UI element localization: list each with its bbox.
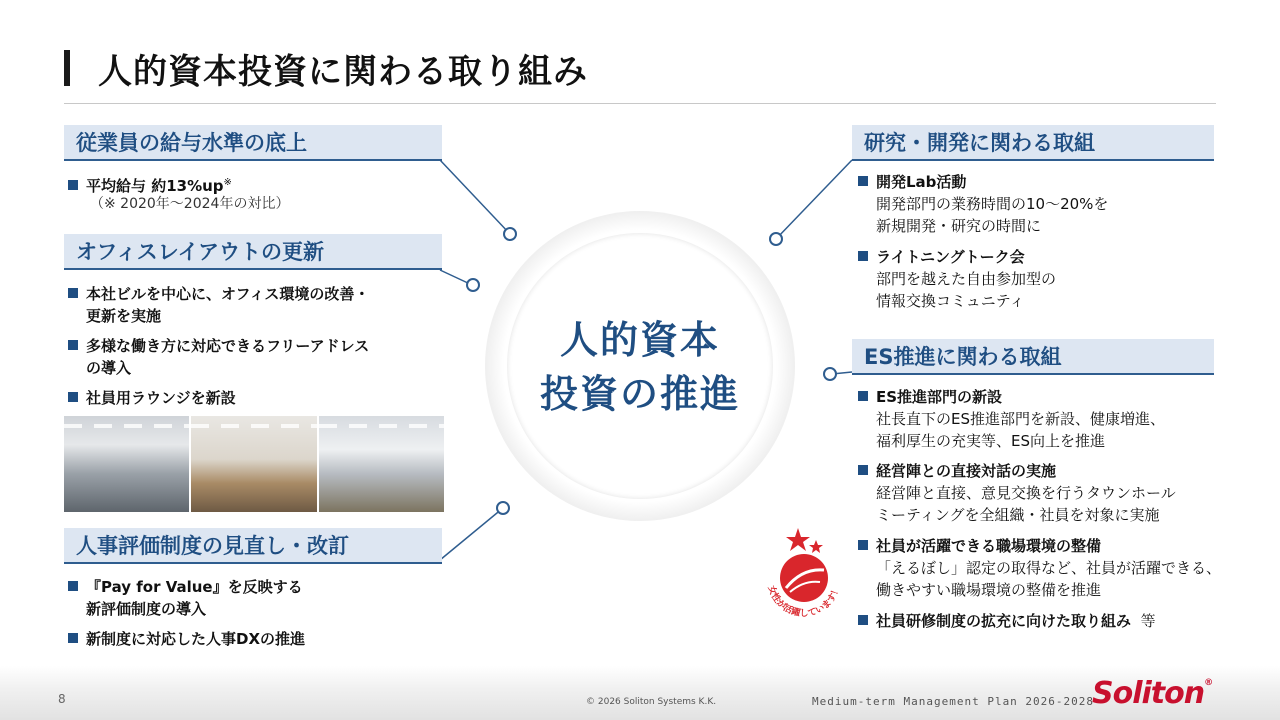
svg-text:女性が活躍しています！: 女性が活躍しています！ bbox=[765, 584, 843, 619]
section-salary-heading: 従業員の給与水準の底上 bbox=[64, 125, 442, 161]
center-label: 人的資本 投資の推進 bbox=[539, 318, 740, 416]
title-accent-bar bbox=[64, 50, 70, 86]
list-item: 社員用ラウンジを新設 bbox=[68, 387, 236, 409]
bullet-icon bbox=[858, 391, 868, 401]
plan-label: Medium-term Management Plan 2026-2028 bbox=[812, 695, 1095, 708]
bullet-icon bbox=[858, 251, 868, 261]
bullet-icon bbox=[858, 176, 868, 186]
bullet-icon bbox=[68, 288, 78, 298]
bullet-icon bbox=[68, 180, 78, 190]
section-rd-heading: 研究・開発に関わる取組 bbox=[852, 125, 1214, 161]
list-item: 新制度に対応した人事DXの推進 bbox=[68, 628, 305, 650]
section-evaluation-heading: 人事評価制度の見直し・改訂 bbox=[64, 528, 442, 564]
list-item: 開発Lab活動 開発部門の業務時間の10～20%を 新規開発・研究の時間に bbox=[858, 171, 1108, 237]
list-item: 多様な働き方に対応できるフリーアドレス の導入 bbox=[68, 335, 369, 379]
page-number: 8 bbox=[58, 692, 66, 706]
meeting-room-photo bbox=[191, 416, 316, 512]
list-item: 社員研修制度の拡充に向けた取り組み 等 bbox=[858, 610, 1156, 632]
bullet-icon bbox=[68, 633, 78, 643]
bullet-icon bbox=[68, 581, 78, 591]
list-item: ES推進部門の新設 社長直下のES推進部門を新設、健康増進、 福利厚生の充実等、ES向上を推進 bbox=[858, 386, 1165, 452]
eruboshi-badge-icon bbox=[740, 520, 870, 630]
office-photo bbox=[64, 416, 189, 512]
list-item: 本社ビルを中心に、オフィス環境の改善・ 更新を実施 bbox=[68, 283, 369, 327]
copyright: © 2026 Soliton Systems K.K. bbox=[586, 697, 717, 707]
bullet-icon bbox=[858, 465, 868, 475]
center-circle bbox=[485, 211, 795, 521]
page-title: 人的資本投資に関わる取り組み bbox=[98, 52, 588, 92]
list-item: 社員が活躍できる職場環境の整備 「えるぼし」認定の取得など、社員が活躍できる、 働きやすい職場環境の整備を推進 bbox=[858, 535, 1221, 601]
list-item: ライトニングトーク会 部門を越えた自由参加型の 情報交換コミュニティ bbox=[858, 246, 1056, 312]
bullet-icon bbox=[68, 340, 78, 350]
section-es-heading: ES推進に関わる取組 bbox=[852, 339, 1214, 375]
list-item: 平均給与 約13%up※ bbox=[68, 172, 232, 197]
list-item: 『Pay for Value』を反映する 新評価制度の導入 bbox=[68, 576, 303, 620]
list-item: 経営陣との直接対話の実施 経営陣と直接、意見交換を行うタウンホール ミーティングを全組織・社員を対象に実施 bbox=[858, 460, 1176, 526]
lounge-photo bbox=[319, 416, 444, 512]
salary-note: （※ 2020年～2024年の対比） bbox=[90, 196, 290, 212]
title-divider bbox=[64, 103, 1216, 104]
bullet-icon bbox=[68, 392, 78, 402]
footer-band bbox=[0, 666, 1280, 720]
soliton-logo: Soliton® bbox=[1092, 676, 1213, 711]
office-photos bbox=[64, 416, 444, 512]
section-office-heading: オフィスレイアウトの更新 bbox=[64, 234, 442, 270]
